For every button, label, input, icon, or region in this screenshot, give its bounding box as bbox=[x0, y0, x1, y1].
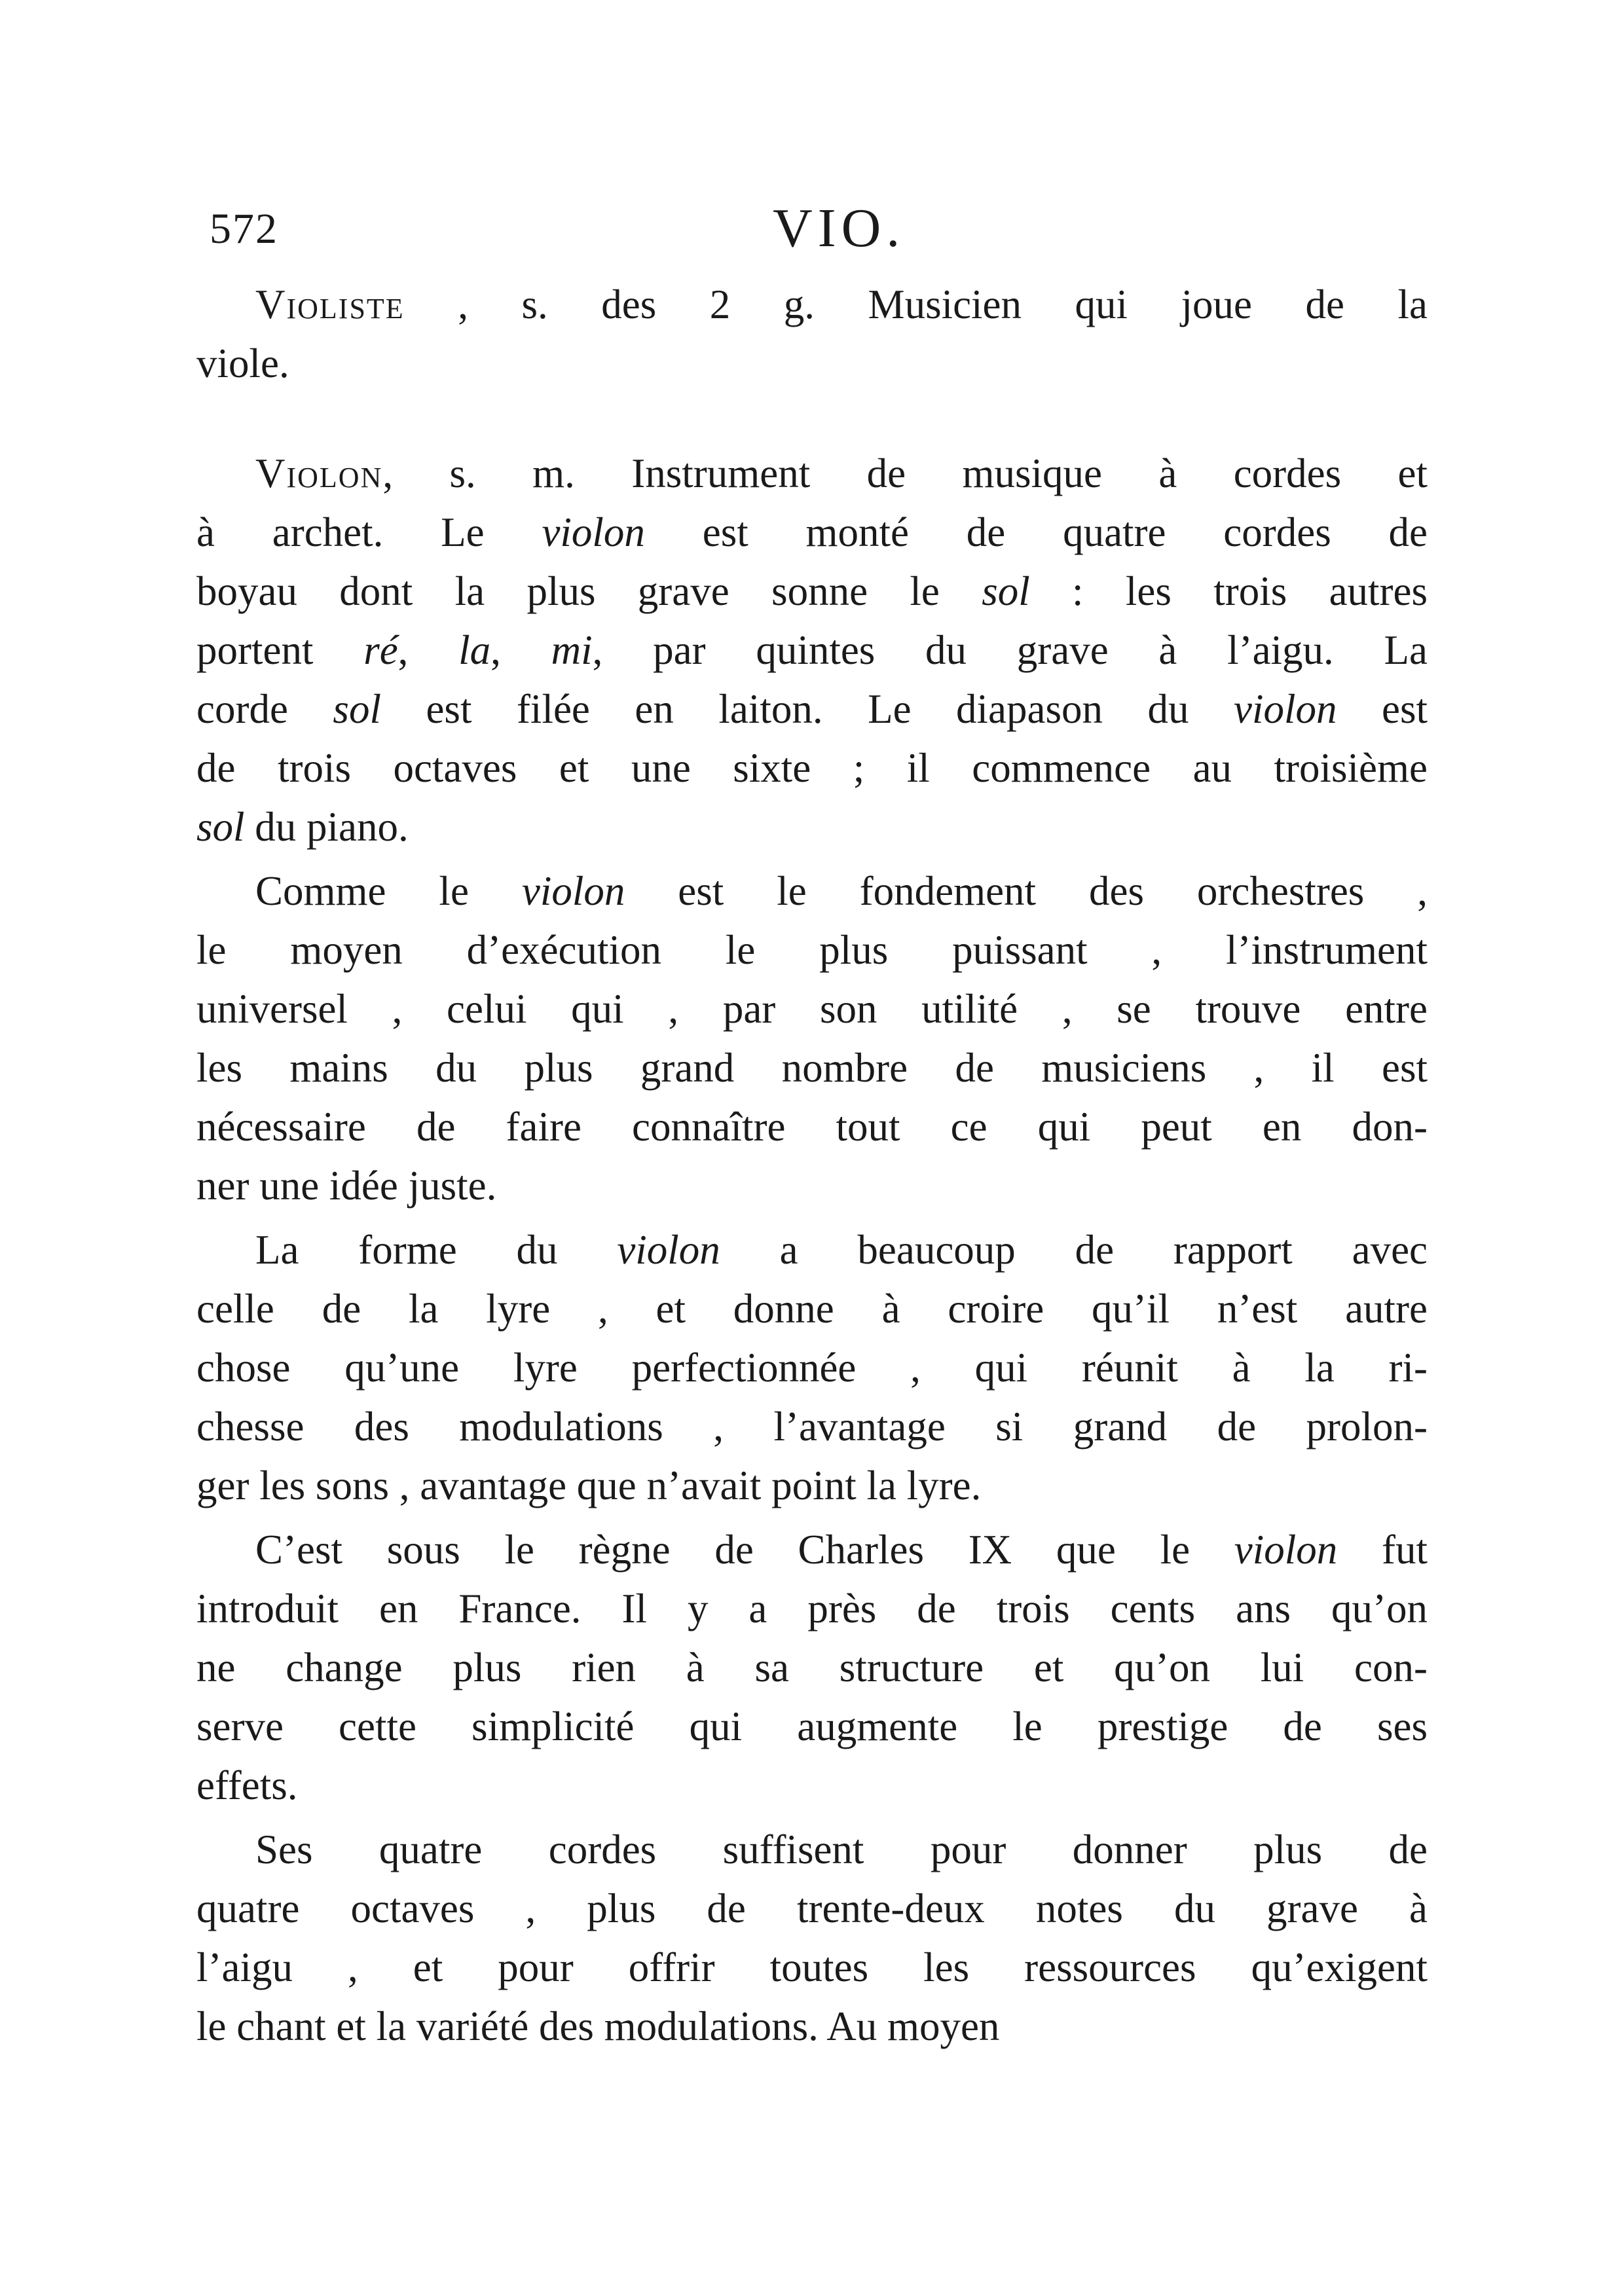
text-line: C’est sous le règne de Charles IX que le violon fut bbox=[255, 1527, 1428, 1573]
page-header bbox=[196, 196, 1428, 268]
entry-violiste bbox=[196, 275, 1428, 393]
text-line: effets. bbox=[196, 1762, 298, 1808]
italic-term: violon bbox=[617, 1227, 720, 1273]
italic-term: violon bbox=[542, 509, 645, 555]
text-line: ner une idée juste. bbox=[196, 1163, 497, 1209]
text-line: viole. bbox=[196, 340, 289, 386]
italic-term: sol bbox=[196, 804, 245, 850]
text-line: serve cette simplicité qui augmente le prestige de ses bbox=[196, 1704, 1428, 1749]
text-line: chose qu’une lyre perfectionnée , qui réunit à la ri- bbox=[196, 1345, 1428, 1391]
text-line: celle de la lyre , et donne à croire qu’il n’est autre bbox=[196, 1286, 1428, 1332]
italic-term: ré bbox=[363, 627, 398, 673]
text-line: quatre octaves , plus de trente-deux notes du grave à bbox=[196, 1886, 1428, 1931]
running-head: VIO. bbox=[773, 198, 906, 259]
italic-term: sol bbox=[333, 686, 381, 732]
text-line: le chant et la variété des modulations. Au moyen bbox=[196, 2003, 1000, 2049]
italic-term: mi bbox=[551, 627, 593, 673]
paragraph bbox=[196, 1220, 1428, 1515]
paragraph bbox=[196, 862, 1428, 1215]
italic-term: violon bbox=[1234, 1527, 1338, 1573]
text-line: introduit en France. Il y a près de trois cents ans qu’on bbox=[196, 1586, 1428, 1631]
text-line: universel , celui qui , par son utilité , se trouve entre bbox=[196, 986, 1428, 1032]
paragraph bbox=[196, 1820, 1428, 2056]
italic-term: violon bbox=[1234, 686, 1337, 732]
italic-term: la bbox=[458, 627, 491, 673]
headword: Violiste bbox=[255, 282, 405, 327]
text-line: Violon, s. m. Instrument de musique à cordes et bbox=[255, 450, 1428, 496]
text-line: à archet. Le violon est monté de quatre cordes de bbox=[196, 509, 1428, 555]
text-line: ne change plus rien à sa structure et qu’on lui con- bbox=[196, 1645, 1428, 1690]
text-line: portent ré, la, mi, par quintes du grave à l’aigu. La bbox=[196, 627, 1428, 673]
text-line: chesse des modulations , l’avantage si grand de prolon- bbox=[196, 1404, 1428, 1449]
italic-term: sol bbox=[982, 568, 1030, 614]
text-line: La forme du violon a beaucoup de rapport avec bbox=[255, 1227, 1428, 1273]
text-line: boyau dont la plus grave sonne le sol : les trois autres bbox=[196, 568, 1428, 614]
text-line: corde sol est filée en laiton. Le diapason du violon est bbox=[196, 686, 1428, 732]
italic-term: violon bbox=[521, 868, 625, 914]
text-line: de trois octaves et une sixte ; il commence au troisième bbox=[196, 745, 1428, 791]
text-line: Comme le violon est le fondement des orchestres , bbox=[255, 868, 1428, 914]
dictionary-text bbox=[196, 275, 1428, 2056]
text-line: les mains du plus grand nombre de musiciens , il est bbox=[196, 1045, 1428, 1091]
text-line: Violiste , s. des 2 g. Musicien qui joue de la bbox=[255, 282, 1428, 327]
page-number: 572 bbox=[210, 205, 278, 253]
paragraph bbox=[196, 1520, 1428, 1815]
entry-violon bbox=[196, 444, 1428, 856]
text-line: nécessaire de faire connaître tout ce qui peut en don- bbox=[196, 1104, 1428, 1150]
text-line: sol du piano. bbox=[196, 804, 409, 850]
headword: Violon bbox=[255, 450, 383, 496]
text-line: le moyen d’exécution le plus puissant , l’instrument bbox=[196, 927, 1428, 973]
text-line: l’aigu , et pour offrir toutes les ressources qu’exigent bbox=[196, 1944, 1428, 1990]
text-line: ger les sons , avantage que n’avait point la lyre. bbox=[196, 1463, 982, 1508]
text-line: Ses quatre cordes suffisent pour donner plus de bbox=[255, 1827, 1428, 1872]
